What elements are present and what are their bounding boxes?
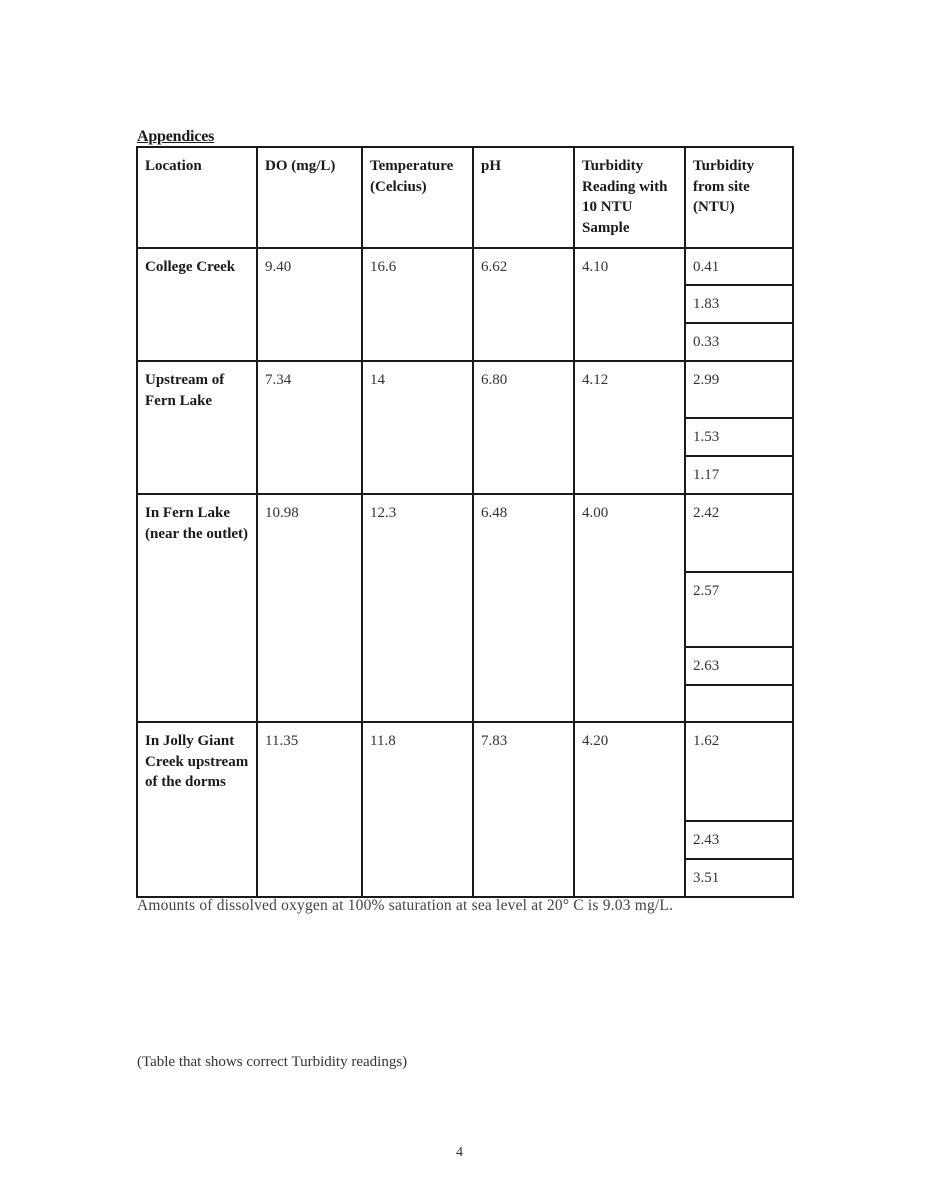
temperature-cell: 14 — [362, 361, 473, 494]
do-cell: 9.40 — [257, 248, 362, 361]
header-temperature: Temperature (Celcius) — [362, 147, 473, 248]
header-turbidity-site: Turbidity from site (NTU) — [685, 147, 793, 248]
empty-turbidity-cell — [685, 685, 793, 722]
turbidity-site-cell: 1.62 — [685, 722, 793, 821]
ph-cell: 6.80 — [473, 361, 574, 494]
turbidity-site-cell: 3.51 — [685, 859, 793, 897]
header-ph: pH — [473, 147, 574, 248]
location-cell: College Creek — [137, 248, 257, 361]
turbidity-site-cell: 2.57 — [685, 572, 793, 647]
table-caption: (Table that shows correct Turbidity readings) — [137, 1054, 408, 1070]
turbidity-site-cell: 2.99 — [685, 361, 793, 418]
turbidity-site-cell: 0.33 — [685, 323, 793, 361]
location-cell: In Fern Lake (near the outlet) — [137, 494, 257, 722]
water-quality-table — [136, 146, 794, 898]
location-cell: Upstream of Fern Lake — [137, 361, 257, 494]
header-turbidity-10ntu: Turbidity Reading with 10 NTU Sample — [574, 147, 685, 248]
dissolved-oxygen-note: Amounts of dissolved oxygen at 100% saturation at sea level at 20° C is 9.03 mg/L. — [137, 897, 674, 914]
turbidity-10ntu-cell: 4.10 — [574, 248, 685, 361]
header-location: Location — [137, 147, 257, 248]
do-cell: 11.35 — [257, 722, 362, 897]
ph-cell: 7.83 — [473, 722, 574, 897]
turbidity-site-cell: 2.42 — [685, 494, 793, 572]
turbidity-site-cell: 2.43 — [685, 821, 793, 859]
temperature-cell: 11.8 — [362, 722, 473, 897]
table-row — [137, 361, 793, 418]
table-header-row — [137, 147, 793, 248]
do-cell: 7.34 — [257, 361, 362, 494]
turbidity-site-cell: 1.53 — [685, 418, 793, 456]
do-cell: 10.98 — [257, 494, 362, 722]
turbidity-10ntu-cell: 4.00 — [574, 494, 685, 722]
appendices-heading: Appendices — [137, 128, 215, 145]
page-number: 4 — [456, 1145, 463, 1160]
table-row — [137, 248, 793, 285]
header-do: DO (mg/L) — [257, 147, 362, 248]
turbidity-10ntu-cell: 4.20 — [574, 722, 685, 897]
turbidity-site-cell: 1.83 — [685, 285, 793, 323]
turbidity-site-cell: 1.17 — [685, 456, 793, 494]
turbidity-10ntu-cell: 4.12 — [574, 361, 685, 494]
turbidity-site-cell: 2.63 — [685, 647, 793, 685]
table-row — [137, 722, 793, 821]
temperature-cell: 12.3 — [362, 494, 473, 722]
table-row — [137, 494, 793, 572]
location-cell: In Jolly Giant Creek upstream of the dorms — [137, 722, 257, 897]
ph-cell: 6.48 — [473, 494, 574, 722]
ph-cell: 6.62 — [473, 248, 574, 361]
temperature-cell: 16.6 — [362, 248, 473, 361]
turbidity-site-cell: 0.41 — [685, 248, 793, 285]
